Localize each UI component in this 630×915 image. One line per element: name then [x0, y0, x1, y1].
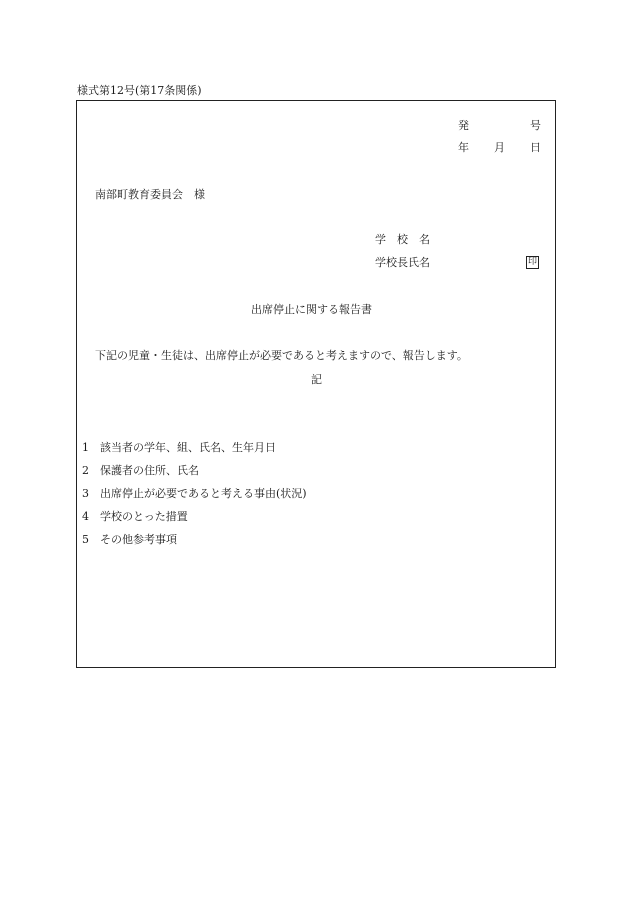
- item-text: 該当者の学年、組、氏名、生年月日: [100, 441, 276, 454]
- list-item: [82, 442, 276, 453]
- item-text: その他参考事項: [100, 533, 177, 546]
- list-item: [82, 534, 177, 545]
- date-month-label: 月: [494, 141, 505, 154]
- principal-name-label: 学校長氏名: [375, 256, 430, 269]
- issue-number-prefix: 発: [458, 119, 469, 132]
- item-text: 保護者の住所、氏名: [100, 464, 199, 477]
- ki-mark: 記: [311, 373, 322, 386]
- item-number: 1: [82, 441, 89, 454]
- issue-number-suffix: 号: [530, 119, 541, 132]
- date-year-label: 年: [458, 141, 469, 154]
- document-title: 出席停止に関する報告書: [251, 303, 372, 316]
- list-item: [82, 511, 188, 522]
- body-text: 下記の児童・生徒は、出席停止が必要であると考えますので、報告します。: [95, 349, 468, 362]
- list-item: [82, 465, 199, 476]
- seal-mark: 印: [528, 257, 538, 267]
- addressee: 南部町教育委員会 様: [95, 188, 205, 201]
- item-number: 2: [82, 464, 89, 477]
- item-text: 出席停止が必要であると考える事由(状況): [100, 487, 307, 500]
- item-number: 5: [82, 533, 89, 546]
- school-name-label: 学 校 名: [375, 233, 430, 246]
- item-number: 3: [82, 487, 89, 500]
- date-day-label: 日: [530, 141, 541, 154]
- form-number-label: 様式第12号(第17条関係): [77, 84, 202, 97]
- item-number: 4: [82, 510, 89, 523]
- list-item: [82, 488, 307, 499]
- item-text: 学校のとった措置: [100, 510, 188, 523]
